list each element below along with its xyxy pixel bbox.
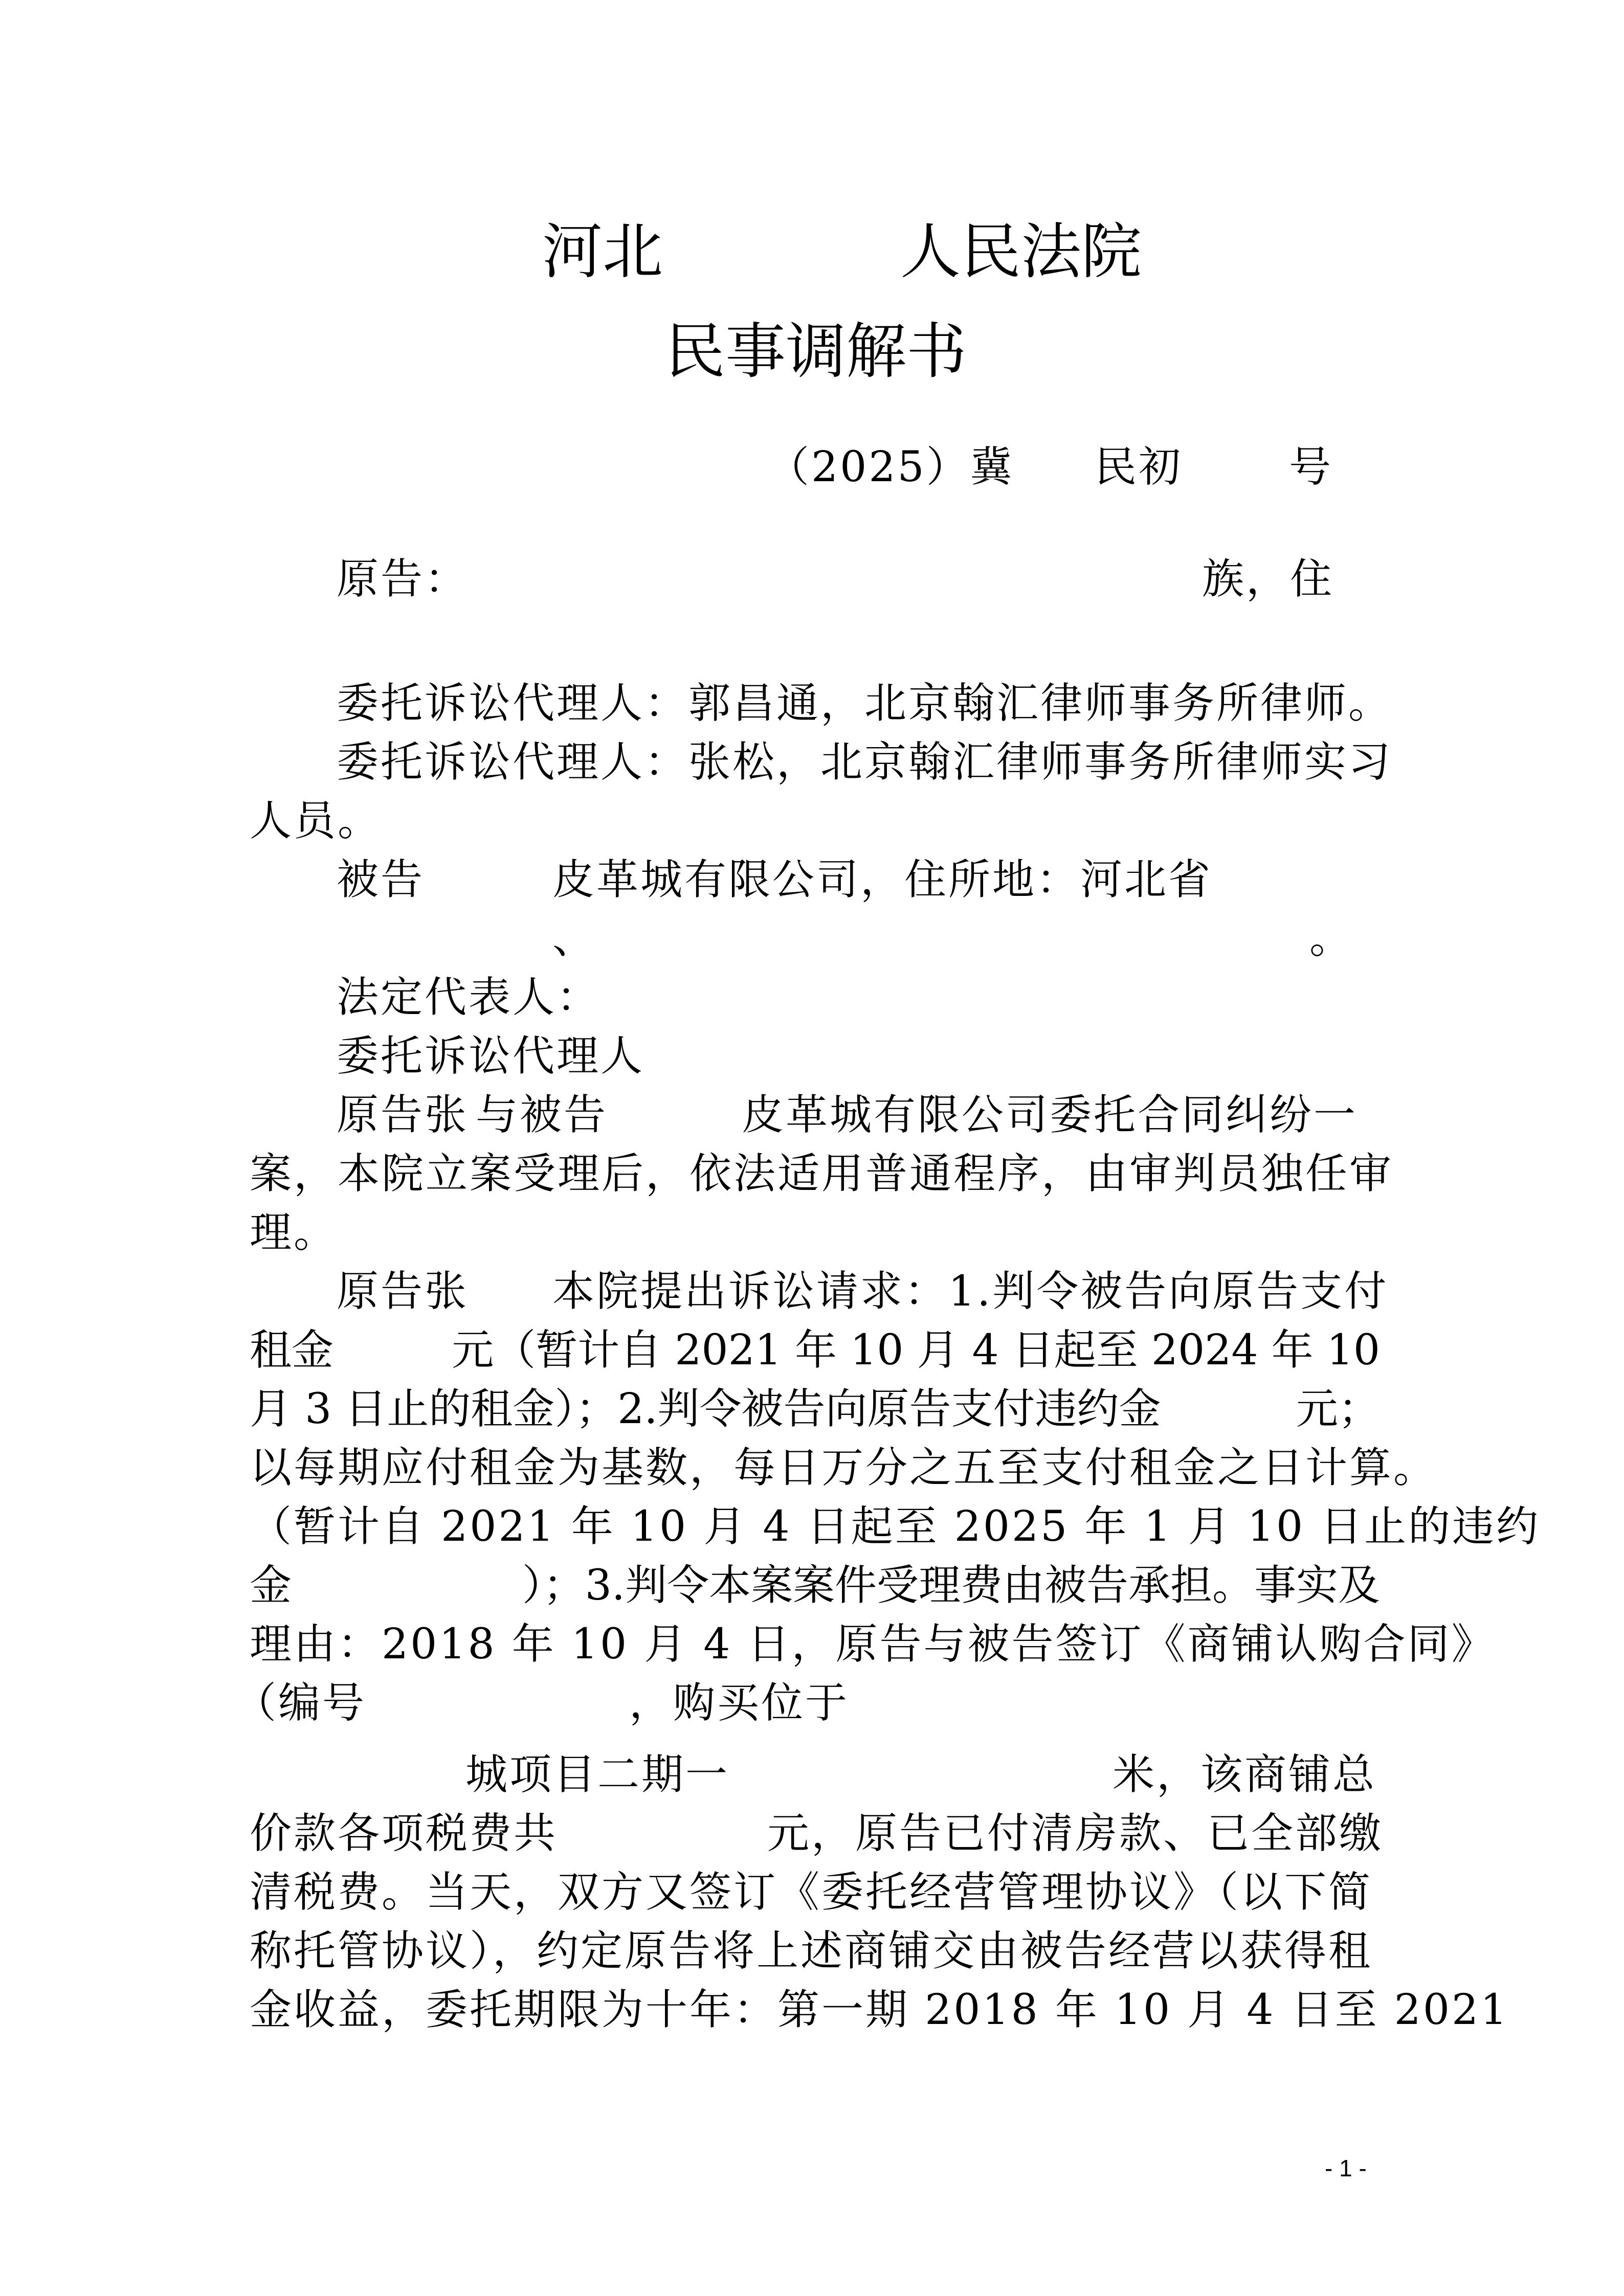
defendant-label: 被告 [337, 856, 425, 904]
court-name-left: 河北 [542, 216, 663, 287]
claims-penalty-amount-label: 金 [250, 1561, 292, 1610]
claims-line-3 [250, 1385, 1380, 1433]
page-number: - 1 - [1325, 2155, 1367, 2181]
defendant-info: 皮革城有限公司，住所地：河北省 [552, 856, 1213, 904]
case-number-suffix: 号 [1289, 443, 1333, 491]
claims-line-13: 金收益，委托期限为十年：第一期 2018 年 10 月 4 日至 2021 [250, 1986, 1509, 2034]
intro-defendant: 皮革城有限公司委托合同纠纷一 [742, 1091, 1358, 1139]
claims-line-7: 理由：2018 年 10 月 4 日，原告与被告签订《商铺认购合同》 [250, 1620, 1496, 1669]
claims-line-12: 称托管协议），约定原告将上述商铺交由被告经营以获得租 [250, 1927, 1373, 1975]
claims-line-5: （暂计自 2021 年 10 月 4 日起至 2025 年 1 月 10 日止的违约 [250, 1502, 1541, 1551]
claims-line-4: 以每期应付租金为基数，每日万分之五至支付租金之日计算。 [250, 1444, 1438, 1492]
claims-line-1: 本院提出诉讼请求：1.判令被告向原告支付 [552, 1267, 1389, 1316]
claims-plaintiff: 原告张 [337, 1267, 469, 1316]
claims-price-detail: 元，原告已付清房款、已全部缴 [767, 1809, 1384, 1858]
case-number-type: 民初 [1095, 443, 1183, 491]
intro-vs: 与被告 [476, 1091, 608, 1139]
claims-costs: ）；3.判令本案案件受理费由被告承担。事实及 [522, 1561, 1380, 1610]
intro-line-3: 理。 [250, 1208, 338, 1257]
defendant-address-mark: 、 [552, 914, 597, 963]
plaintiff-agent-1: 委托诉讼代理人：郭昌通，北京翰汇律师事务所律师。 [337, 679, 1393, 728]
claims-penalty-unit: 元； [1296, 1385, 1380, 1433]
claims-line-2 [250, 1326, 1380, 1375]
claims-line-11: 清税费。当天，双方又签订《委托经营管理协议》（以下简 [250, 1868, 1373, 1917]
claims-rent-detail: 元（暂计自 2021 年 10 月 4 日起至 2024 年 10 [452, 1326, 1380, 1375]
defendant-address-end: 。 [1309, 914, 1354, 963]
claims-contract-no: （编号 [234, 1679, 367, 1727]
case-number-year: （2025）冀 [767, 443, 1014, 491]
claims-area: 米，该商铺总 [1113, 1750, 1377, 1799]
plaintiff-agent-2-cont: 人员。 [250, 797, 382, 845]
claims-purchase: ，购买位于 [629, 1679, 850, 1727]
claims-project: 城项目二期一 [465, 1750, 730, 1799]
defendant-agent: 委托诉讼代理人 [337, 1032, 645, 1081]
claims-line-6 [250, 1561, 1380, 1610]
claims-price-label: 价款各项税费共 [250, 1809, 558, 1858]
plaintiff-ethnicity-address: 族，住 [1202, 555, 1334, 603]
claims-penalty: 月 3 日止的租金）；2.判令被告向原告支付违约金 [250, 1385, 1161, 1433]
court-name-right: 人民法院 [900, 216, 1142, 287]
document-title: 民事调解书 [665, 316, 967, 387]
intro-plaintiff: 原告张 [337, 1091, 469, 1139]
claims-rent-label: 租金 [250, 1326, 334, 1375]
intro-line-2: 案，本院立案受理后，依法适用普通程序，由审判员独任审 [250, 1150, 1394, 1198]
plaintiff-label: 原告： [337, 555, 469, 603]
legal-representative: 法定代表人： [337, 973, 601, 1022]
plaintiff-agent-2: 委托诉讼代理人：张松，北京翰汇律师事务所律师实习 [337, 738, 1393, 786]
